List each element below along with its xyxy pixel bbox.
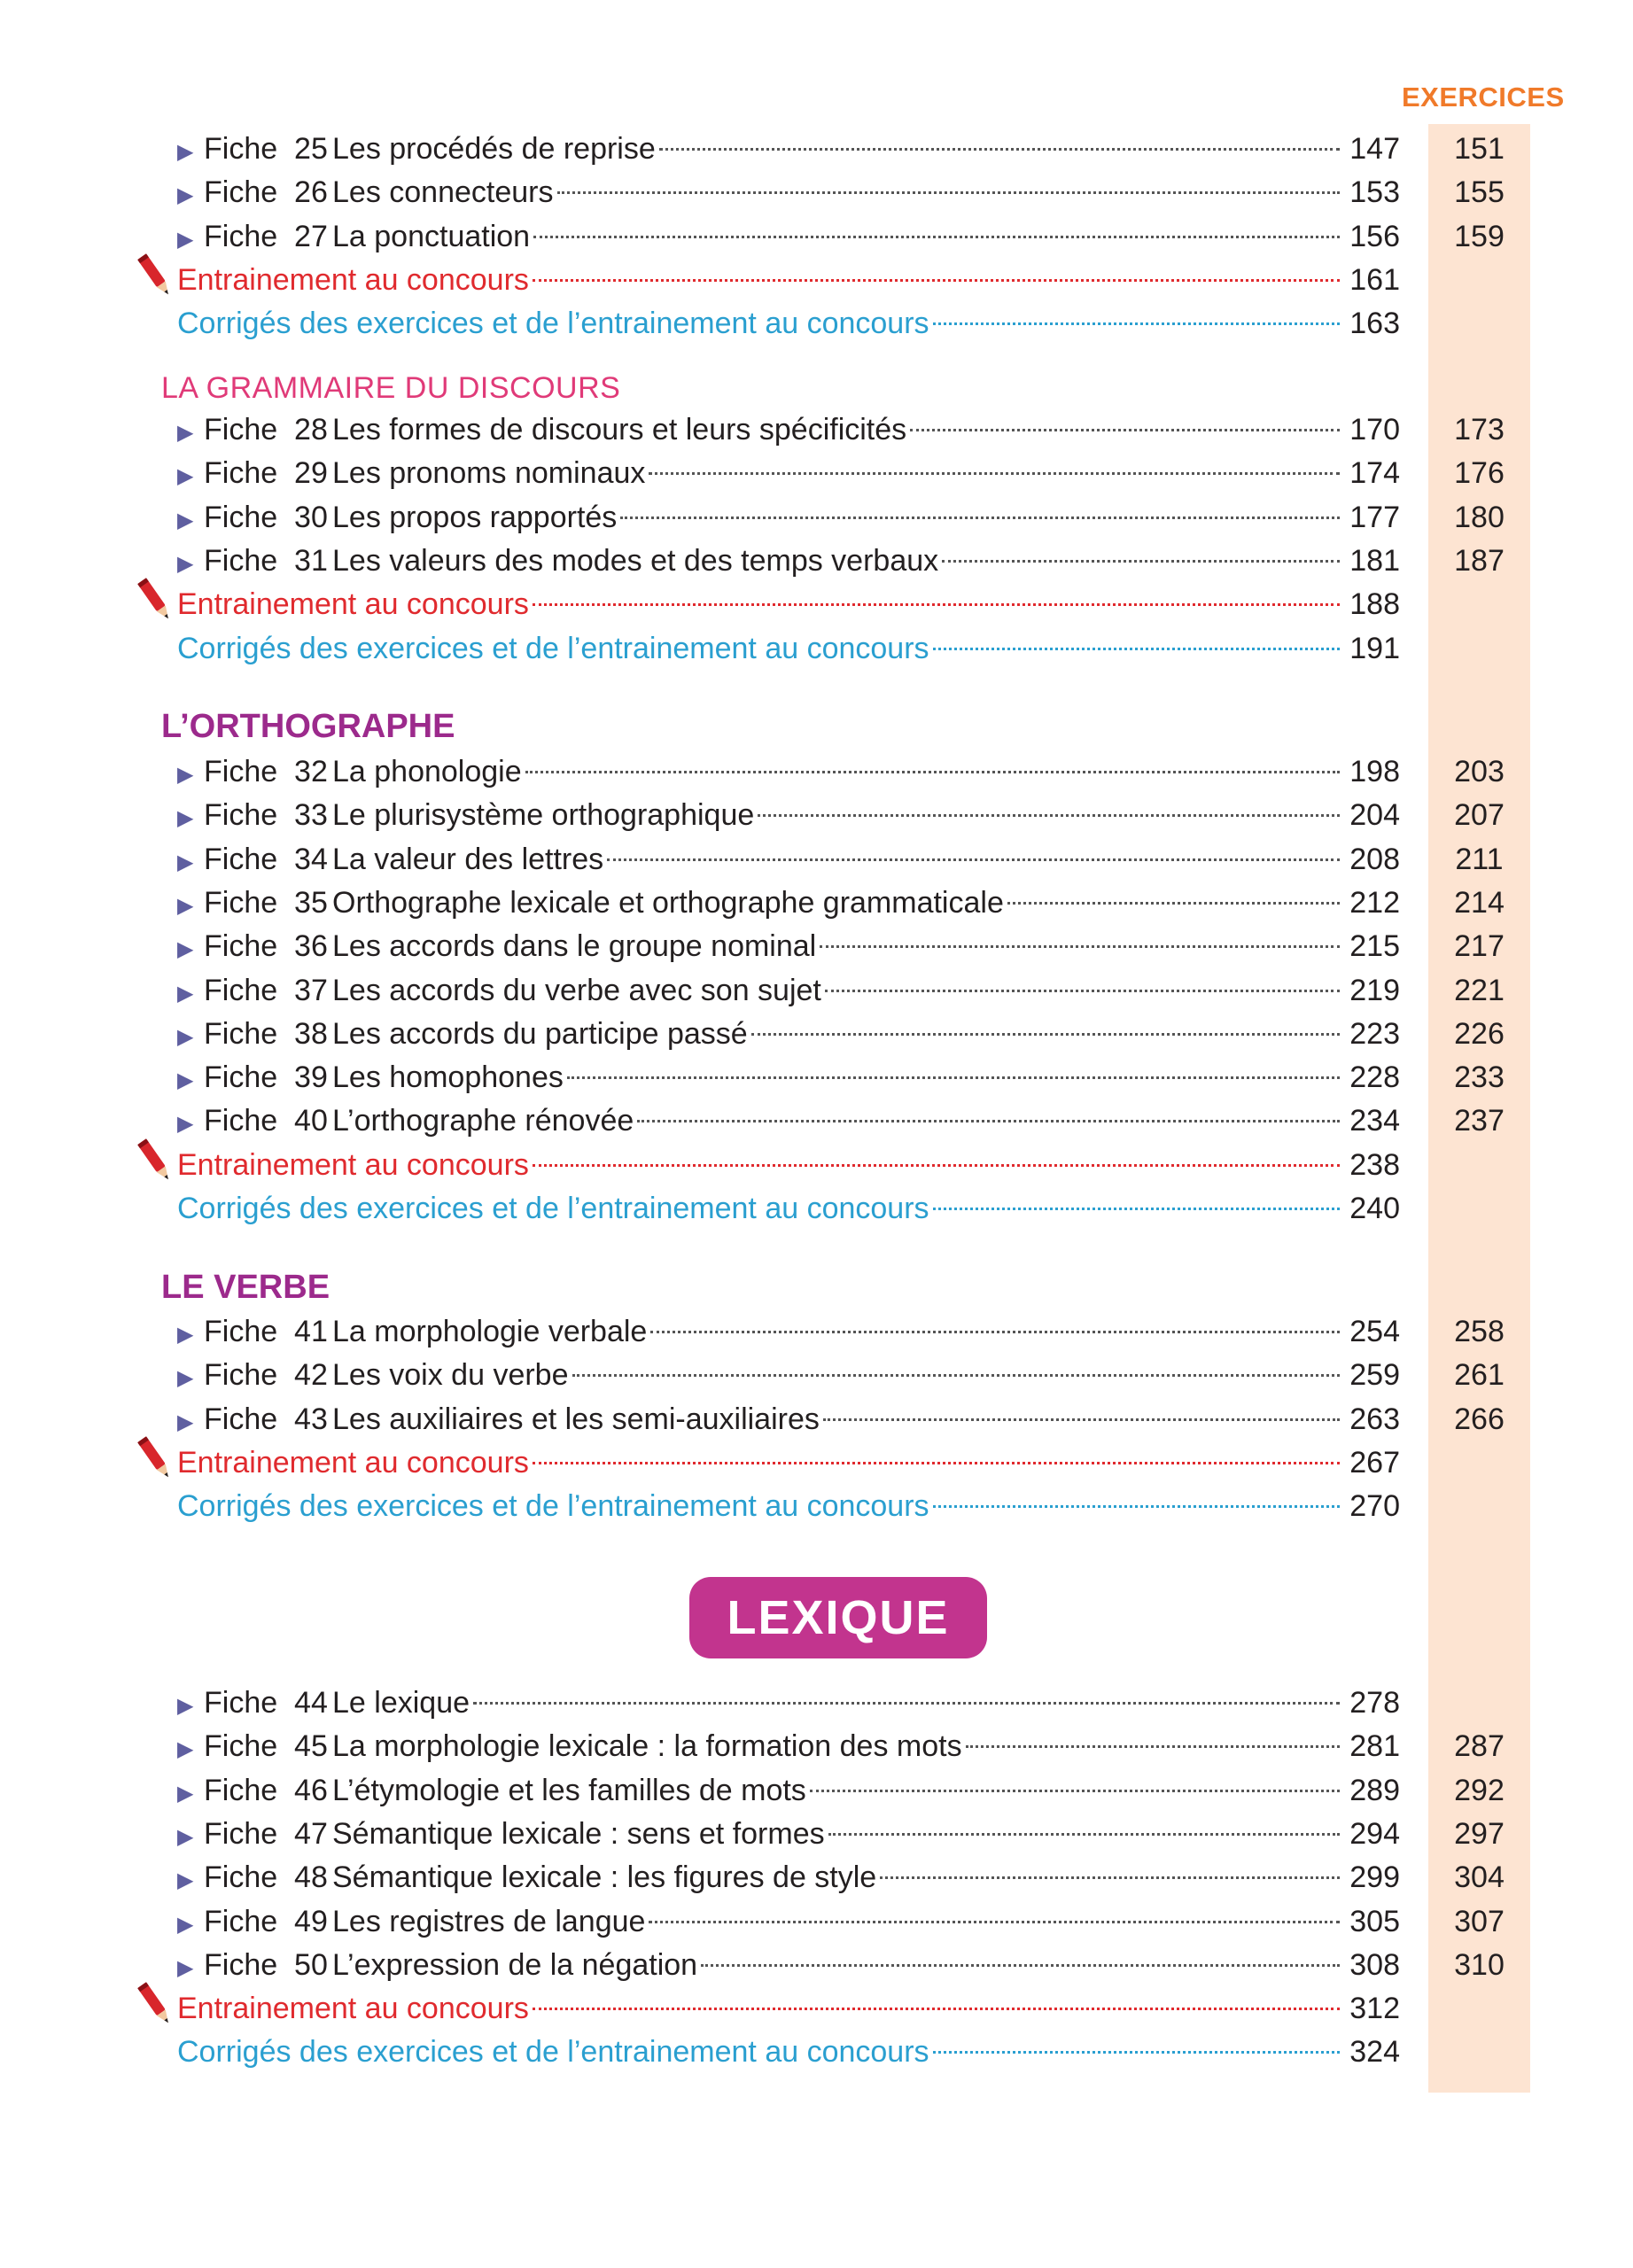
- entry-title: Les propos rapportés: [332, 501, 618, 534]
- arrow-right-icon: ▶: [177, 183, 194, 207]
- exercices-page-number: 266: [1454, 1402, 1505, 1436]
- entry-title: Corrigés des exercices et de l’entrainement au concours: [177, 1192, 929, 1225]
- fiche-num: 30: [294, 501, 328, 534]
- toc-row-corriges[interactable]: [177, 1186, 1400, 1231]
- fiche-prefix: Fiche: [204, 1860, 278, 1894]
- toc-row-corriges[interactable]: [177, 626, 1400, 671]
- fiche-number: [204, 924, 332, 968]
- entry-title: Orthographe lexicale et orthographe grammaticale: [332, 886, 1004, 920]
- page-number: 238: [1349, 1148, 1400, 1182]
- exercices-page-number: 151: [1454, 132, 1505, 166]
- section-title: LE VERBE: [161, 1269, 330, 1306]
- fiche-number: [204, 1899, 332, 1944]
- fiche-prefix: Fiche: [204, 843, 278, 876]
- entry-title: La valeur des lettres: [332, 843, 604, 876]
- arrow-right-icon: ▶: [177, 806, 194, 830]
- arrow-right-icon: ▶: [177, 850, 194, 874]
- fiche-prefix: Fiche: [204, 1017, 278, 1051]
- fiche-num: 39: [294, 1060, 328, 1094]
- toc-row-fiche[interactable]: [177, 1899, 1505, 1944]
- fiche-num: 42: [294, 1358, 328, 1392]
- fiche-number: [204, 837, 332, 882]
- lexique-banner: LEXIQUE: [689, 1577, 987, 1658]
- dot-leader: [533, 1164, 1340, 1167]
- exercices-page-number: 203: [1454, 755, 1505, 788]
- entry-title: Les valeurs des modes et des temps verbaux: [332, 544, 939, 578]
- entry-title: Corrigés des exercices et de l’entrainement au concours: [177, 1489, 929, 1523]
- section-title: LA GRAMMAIRE DU DISCOURS: [161, 371, 621, 405]
- toc-row-entrainement[interactable]: [177, 582, 1400, 626]
- fiche-number: [204, 539, 332, 583]
- fiche-number: [204, 495, 332, 540]
- fiche-prefix: Fiche: [204, 755, 278, 788]
- dot-leader: [533, 1462, 1340, 1464]
- dot-leader: [751, 1033, 1340, 1036]
- exercices-page-number: 226: [1454, 1017, 1505, 1051]
- toc-row-fiche[interactable]: [177, 1309, 1505, 1354]
- exercices-page-number: 217: [1454, 929, 1505, 963]
- toc-row-corriges[interactable]: [177, 2030, 1400, 2074]
- dot-leader: [567, 1076, 1340, 1079]
- fiche-number: [204, 170, 332, 214]
- toc-row-fiche[interactable]: [177, 793, 1505, 837]
- dot-leader: [933, 1208, 1340, 1210]
- fiche-number: [204, 127, 332, 171]
- exercices-page-number: 261: [1454, 1358, 1505, 1392]
- fiche-num: 46: [294, 1774, 328, 1807]
- toc-row-fiche[interactable]: [177, 170, 1505, 214]
- page-number: 153: [1349, 175, 1400, 209]
- fiche-prefix: Fiche: [204, 1686, 278, 1720]
- exercices-page-number: 187: [1454, 544, 1505, 578]
- page-number: 294: [1349, 1817, 1400, 1851]
- dot-leader: [820, 945, 1340, 948]
- fiche-num: 34: [294, 843, 328, 876]
- page-number: 259: [1349, 1358, 1400, 1392]
- toc-row-fiche[interactable]: [177, 408, 1505, 452]
- fiche-prefix: Fiche: [204, 798, 278, 832]
- fiche-num: 40: [294, 1104, 328, 1138]
- arrow-right-icon: ▶: [177, 140, 194, 164]
- pencil-icon: [135, 249, 175, 302]
- fiche-num: 35: [294, 886, 328, 920]
- page-number: 161: [1349, 263, 1400, 297]
- toc-row-fiche[interactable]: [177, 924, 1505, 968]
- toc-row-fiche[interactable]: [177, 1768, 1505, 1813]
- pencil-icon: [135, 1977, 175, 2031]
- arrow-right-icon: ▶: [177, 1025, 194, 1049]
- fiche-num: 31: [294, 544, 328, 578]
- dot-leader: [533, 279, 1340, 282]
- page-number: 228: [1349, 1060, 1400, 1094]
- page-number: 223: [1349, 1017, 1400, 1051]
- toc-row-fiche[interactable]: [177, 451, 1505, 495]
- toc-row-fiche[interactable]: [177, 1099, 1505, 1143]
- fiche-num: 36: [294, 929, 328, 963]
- toc-row-fiche[interactable]: [177, 1855, 1505, 1899]
- fiche-prefix: Fiche: [204, 501, 278, 534]
- entry-title: L’orthographe rénovée: [332, 1104, 634, 1138]
- dot-leader: [649, 1921, 1340, 1923]
- page-number: 191: [1349, 632, 1400, 665]
- fiche-num: 37: [294, 974, 328, 1007]
- arrow-right-icon: ▶: [177, 464, 194, 488]
- exercices-page-number: 207: [1454, 798, 1505, 832]
- fiche-number: [204, 1724, 332, 1768]
- dot-leader: [933, 322, 1340, 325]
- entry-title: Sémantique lexicale : sens et formes: [332, 1817, 825, 1851]
- pencil-icon: [135, 1432, 175, 1485]
- page-number: 215: [1349, 929, 1400, 963]
- page-number: 156: [1349, 220, 1400, 253]
- page-number: 270: [1349, 1489, 1400, 1523]
- page-number: 163: [1349, 307, 1400, 340]
- page-number: 263: [1349, 1402, 1400, 1436]
- entry-title: Les voix du verbe: [332, 1358, 569, 1392]
- fiche-number: [204, 408, 332, 452]
- entry-title: Les procédés de reprise: [332, 132, 656, 166]
- arrow-right-icon: ▶: [177, 552, 194, 576]
- fiche-number: [204, 1812, 332, 1856]
- arrow-right-icon: ▶: [177, 1694, 194, 1718]
- entry-title: La phonologie: [332, 755, 522, 788]
- page-number: 254: [1349, 1315, 1400, 1348]
- arrow-right-icon: ▶: [177, 509, 194, 532]
- entry-title: Le lexique: [332, 1686, 470, 1720]
- arrow-right-icon: ▶: [177, 1913, 194, 1937]
- page-number: 177: [1349, 501, 1400, 534]
- dot-leader: [1007, 902, 1340, 905]
- exercices-header: EXERCICES: [1402, 82, 1565, 113]
- toc-row-fiche[interactable]: [177, 127, 1505, 171]
- toc-row-fiche[interactable]: [177, 1724, 1505, 1768]
- toc-row-fiche[interactable]: [177, 1943, 1505, 1987]
- page-number: 305: [1349, 1905, 1400, 1938]
- fiche-num: 26: [294, 175, 328, 209]
- fiche-prefix: Fiche: [204, 974, 278, 1007]
- exercices-page-number: 176: [1454, 456, 1505, 490]
- page-number: 174: [1349, 456, 1400, 490]
- dot-leader: [910, 429, 1340, 431]
- arrow-right-icon: ▶: [177, 1068, 194, 1092]
- page-number: 204: [1349, 798, 1400, 832]
- pencil-icon: [135, 573, 175, 626]
- toc-row-corriges[interactable]: [177, 1484, 1400, 1528]
- dot-leader: [933, 648, 1340, 650]
- toc-row-fiche[interactable]: [177, 750, 1505, 794]
- fiche-prefix: Fiche: [204, 220, 278, 253]
- arrow-right-icon: ▶: [177, 1112, 194, 1136]
- dot-leader: [701, 1964, 1340, 1967]
- fiche-number: [204, 1012, 332, 1056]
- fiche-number: [204, 1768, 332, 1813]
- exercices-page-number: 258: [1454, 1315, 1505, 1348]
- entry-title: Les accords du participe passé: [332, 1017, 748, 1051]
- page-number: 312: [1349, 1992, 1400, 2025]
- fiche-num: 27: [294, 220, 328, 253]
- arrow-right-icon: ▶: [177, 1782, 194, 1806]
- toc-row-corriges[interactable]: [177, 301, 1400, 346]
- dot-leader: [533, 2008, 1340, 2010]
- fiche-prefix: Fiche: [204, 1060, 278, 1094]
- fiche-num: 28: [294, 413, 328, 447]
- fiche-prefix: Fiche: [204, 544, 278, 578]
- arrow-right-icon: ▶: [177, 1737, 194, 1761]
- fiche-prefix: Fiche: [204, 1817, 278, 1851]
- toc-row-fiche[interactable]: [177, 495, 1505, 540]
- entry-title: Les formes de discours et leurs spécificités: [332, 413, 907, 447]
- exercices-page-number: 159: [1454, 220, 1505, 253]
- arrow-right-icon: ▶: [177, 763, 194, 787]
- page-number: 289: [1349, 1774, 1400, 1807]
- exercices-page-number: 307: [1454, 1905, 1505, 1938]
- entry-title: Entrainement au concours: [177, 1148, 529, 1182]
- fiche-prefix: Fiche: [204, 1774, 278, 1807]
- toc-row-fiche[interactable]: [177, 968, 1505, 1013]
- dot-leader: [649, 472, 1340, 475]
- entry-title: Corrigés des exercices et de l’entrainement au concours: [177, 2035, 929, 2069]
- entry-title: Les pronoms nominaux: [332, 456, 646, 490]
- fiche-number: [204, 1055, 332, 1099]
- arrow-right-icon: ▶: [177, 228, 194, 252]
- fiche-prefix: Fiche: [204, 886, 278, 920]
- toc-row-fiche[interactable]: [177, 1397, 1505, 1441]
- toc-row-fiche[interactable]: [177, 1353, 1505, 1397]
- toc-row-entrainement[interactable]: [177, 258, 1400, 302]
- entry-title: La morphologie verbale: [332, 1315, 648, 1348]
- dot-leader: [533, 236, 1340, 238]
- section-title: L’ORTHOGRAPHE: [161, 708, 455, 745]
- dot-leader: [942, 560, 1340, 563]
- exercices-page-number: 180: [1454, 501, 1505, 534]
- fiche-num: 32: [294, 755, 328, 788]
- page-number: 219: [1349, 974, 1400, 1007]
- page-number: 147: [1349, 132, 1400, 166]
- exercices-page-number: 297: [1454, 1817, 1505, 1851]
- entry-title: Le plurisystème orthographique: [332, 798, 755, 832]
- toc-row-fiche[interactable]: [177, 1812, 1505, 1856]
- pencil-icon: [135, 1134, 175, 1187]
- page-number: 267: [1349, 1446, 1400, 1480]
- fiche-number: [204, 1681, 332, 1725]
- exercices-page-number: 211: [1455, 843, 1504, 876]
- dot-leader: [880, 1876, 1340, 1879]
- exercices-page-number: 173: [1454, 413, 1505, 447]
- dot-leader: [966, 1745, 1340, 1748]
- arrow-right-icon: ▶: [177, 982, 194, 1006]
- dot-leader: [828, 1833, 1340, 1836]
- entry-title: Entrainement au concours: [177, 1992, 529, 2025]
- fiche-number: [204, 1855, 332, 1899]
- toc-row-entrainement[interactable]: [177, 1143, 1400, 1187]
- fiche-prefix: Fiche: [204, 1729, 278, 1763]
- fiche-number: [204, 750, 332, 794]
- arrow-right-icon: ▶: [177, 1323, 194, 1347]
- arrow-right-icon: ▶: [177, 1366, 194, 1390]
- entry-title: La morphologie lexicale : la formation des mots: [332, 1729, 962, 1763]
- dot-leader: [659, 148, 1340, 151]
- fiche-prefix: Fiche: [204, 1402, 278, 1436]
- page-number: 240: [1349, 1192, 1400, 1225]
- toc-row-fiche[interactable]: [177, 214, 1505, 259]
- arrow-right-icon: ▶: [177, 1868, 194, 1892]
- toc-row-entrainement[interactable]: [177, 1986, 1400, 2031]
- fiche-num: 47: [294, 1817, 328, 1851]
- fiche-number: [204, 1099, 332, 1143]
- exercices-page-number: 292: [1454, 1774, 1505, 1807]
- entry-title: Corrigés des exercices et de l’entrainement au concours: [177, 632, 929, 665]
- entry-title: Les registres de langue: [332, 1905, 646, 1938]
- fiche-num: 45: [294, 1729, 328, 1763]
- dot-leader: [572, 1374, 1341, 1377]
- entry-title: Sémantique lexicale : les figures de style: [332, 1860, 877, 1894]
- entry-title: L’expression de la négation: [332, 1948, 698, 1982]
- toc-row-fiche[interactable]: [177, 1012, 1505, 1056]
- dot-leader: [810, 1790, 1340, 1792]
- arrow-right-icon: ▶: [177, 894, 194, 918]
- entry-title: Corrigés des exercices et de l’entrainement au concours: [177, 307, 929, 340]
- fiche-prefix: Fiche: [204, 1358, 278, 1392]
- page-number: 208: [1349, 843, 1400, 876]
- page-number: 212: [1349, 886, 1400, 920]
- dot-leader: [620, 517, 1340, 519]
- fiche-number: [204, 1309, 332, 1354]
- page-number: 234: [1349, 1104, 1400, 1138]
- fiche-number: [204, 881, 332, 925]
- dot-leader: [533, 603, 1340, 606]
- exercices-page-number: 233: [1454, 1060, 1505, 1094]
- exercices-page-number: 310: [1454, 1948, 1505, 1982]
- page-number: 278: [1349, 1686, 1400, 1720]
- entry-title: L’étymologie et les familles de mots: [332, 1774, 806, 1807]
- fiche-prefix: Fiche: [204, 132, 278, 166]
- fiche-number: [204, 1943, 332, 1987]
- dot-leader: [650, 1331, 1340, 1333]
- toc-row-entrainement[interactable]: [177, 1441, 1400, 1485]
- dot-leader: [823, 1418, 1340, 1421]
- arrow-right-icon: ▶: [177, 937, 194, 961]
- fiche-prefix: Fiche: [204, 1948, 278, 1982]
- arrow-right-icon: ▶: [177, 421, 194, 445]
- page-number: 170: [1349, 413, 1400, 447]
- page-number: 198: [1349, 755, 1400, 788]
- fiche-number: [204, 451, 332, 495]
- exercices-page-number: 221: [1454, 974, 1505, 1007]
- fiche-num: 38: [294, 1017, 328, 1051]
- toc-row-fiche[interactable]: [177, 881, 1505, 925]
- exercices-page-number: 214: [1454, 886, 1505, 920]
- toc-row-fiche[interactable]: [177, 1055, 1505, 1099]
- exercices-page-number: 287: [1454, 1729, 1505, 1763]
- dot-leader: [933, 2051, 1340, 2054]
- fiche-prefix: Fiche: [204, 175, 278, 209]
- fiche-prefix: Fiche: [204, 1104, 278, 1138]
- page-number: 324: [1349, 2035, 1400, 2069]
- fiche-num: 49: [294, 1905, 328, 1938]
- dot-leader: [473, 1702, 1340, 1705]
- dot-leader: [637, 1120, 1340, 1122]
- fiche-prefix: Fiche: [204, 1905, 278, 1938]
- dot-leader: [557, 191, 1341, 194]
- dot-leader: [607, 858, 1340, 861]
- fiche-number: [204, 1353, 332, 1397]
- fiche-prefix: Fiche: [204, 456, 278, 490]
- fiche-number: [204, 214, 332, 259]
- dot-leader: [758, 814, 1340, 817]
- arrow-right-icon: ▶: [177, 1956, 194, 1980]
- page-number: 181: [1349, 544, 1400, 578]
- fiche-num: 48: [294, 1860, 328, 1894]
- fiche-num: 43: [294, 1402, 328, 1436]
- entry-title: Les accords dans le groupe nominal: [332, 929, 817, 963]
- fiche-num: 44: [294, 1686, 328, 1720]
- entry-title: Les connecteurs: [332, 175, 554, 209]
- fiche-num: 41: [294, 1315, 328, 1348]
- dot-leader: [933, 1505, 1340, 1508]
- dot-leader: [525, 771, 1340, 773]
- arrow-right-icon: ▶: [177, 1825, 194, 1849]
- entry-title: Entrainement au concours: [177, 1446, 529, 1480]
- page-number: 188: [1349, 587, 1400, 621]
- fiche-prefix: Fiche: [204, 929, 278, 963]
- fiche-num: 33: [294, 798, 328, 832]
- fiche-number: [204, 793, 332, 837]
- fiche-number: [204, 968, 332, 1013]
- entry-title: Les homophones: [332, 1060, 564, 1094]
- entry-title: Entrainement au concours: [177, 263, 529, 297]
- toc-row-fiche[interactable]: [177, 837, 1504, 882]
- fiche-num: 50: [294, 1948, 328, 1982]
- fiche-num: 29: [294, 456, 328, 490]
- entry-title: Entrainement au concours: [177, 587, 529, 621]
- fiche-prefix: Fiche: [204, 413, 278, 447]
- page-number: 308: [1349, 1948, 1400, 1982]
- entry-title: La ponctuation: [332, 220, 531, 253]
- exercices-page-number: 304: [1454, 1860, 1505, 1894]
- page-number: 281: [1349, 1729, 1400, 1763]
- page-number: 299: [1349, 1860, 1400, 1894]
- entry-title: Les accords du verbe avec son sujet: [332, 974, 821, 1007]
- arrow-right-icon: ▶: [177, 1410, 194, 1434]
- fiche-prefix: Fiche: [204, 1315, 278, 1348]
- fiche-num: 25: [294, 132, 328, 166]
- entry-title: Les auxiliaires et les semi-auxiliaires: [332, 1402, 820, 1436]
- toc-row-fiche[interactable]: [177, 1681, 1400, 1725]
- dot-leader: [825, 990, 1340, 992]
- exercices-page-number: 237: [1454, 1104, 1505, 1138]
- fiche-number: [204, 1397, 332, 1441]
- toc-row-fiche[interactable]: [177, 539, 1505, 583]
- exercices-page-number: 155: [1454, 175, 1505, 209]
